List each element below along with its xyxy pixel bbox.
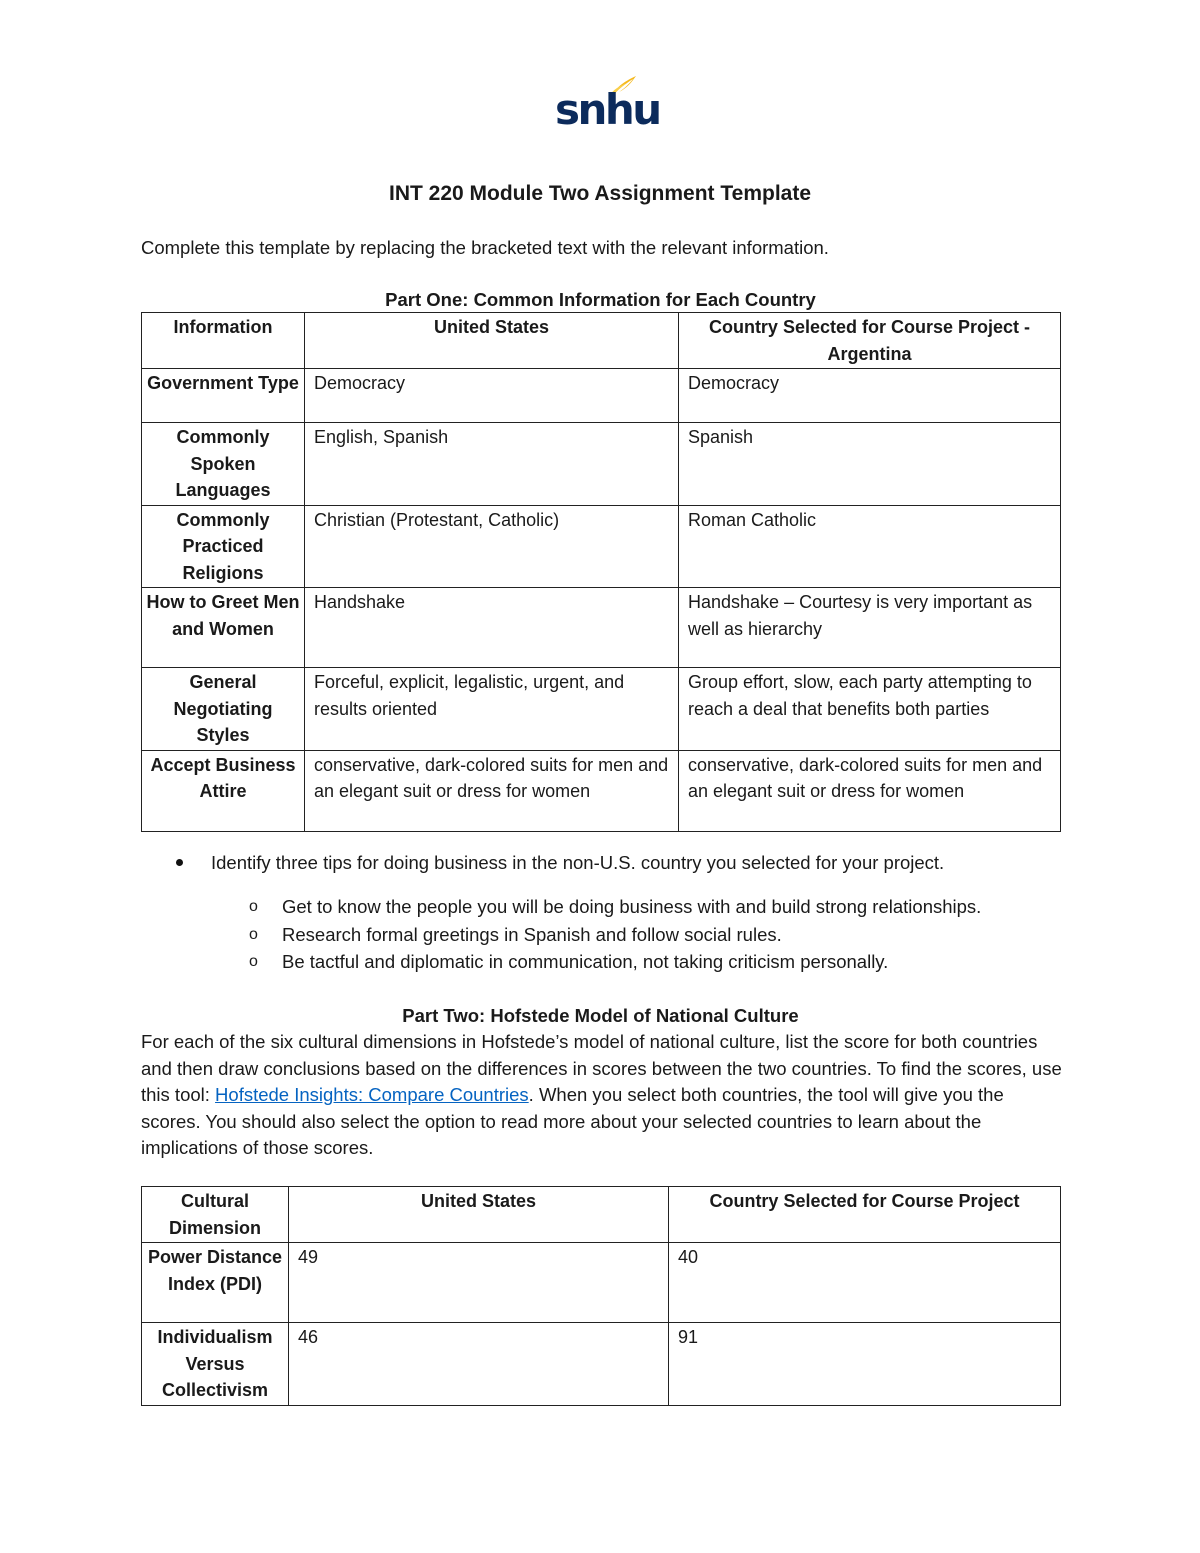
part-one-table bbox=[141, 312, 1061, 832]
cell-us: Forceful, explicit, legalistic, urgent, and results oriented bbox=[305, 668, 679, 751]
cell-us: Democracy bbox=[305, 369, 679, 423]
list-item bbox=[141, 893, 1061, 921]
header-selected-country: Country Selected for Course Project bbox=[669, 1187, 1061, 1243]
snhu-logo bbox=[555, 74, 660, 134]
table-row bbox=[142, 588, 1061, 668]
part-two-body bbox=[141, 1029, 1066, 1162]
part-two-table bbox=[141, 1186, 1061, 1406]
tips-section bbox=[141, 849, 1061, 976]
row-label: Commonly Practiced Religions bbox=[142, 505, 305, 588]
row-label: Individualism Versus Collectivism bbox=[142, 1323, 289, 1406]
row-label: How to Greet Men and Women bbox=[142, 588, 305, 668]
cell-us: 49 bbox=[289, 1243, 669, 1323]
cell-us: English, Spanish bbox=[305, 423, 679, 506]
cell-us: Handshake bbox=[305, 588, 679, 668]
circle-bullet-icon: o bbox=[249, 953, 258, 970]
table-header-row bbox=[142, 313, 1061, 369]
tip-text: Research formal greetings in Spanish and follow social rules. bbox=[282, 923, 782, 945]
header-information: Information bbox=[142, 313, 305, 369]
table-row bbox=[142, 668, 1061, 751]
row-label: Accept Business Attire bbox=[142, 750, 305, 831]
cell-other: Democracy bbox=[679, 369, 1061, 423]
cell-other: Roman Catholic bbox=[679, 505, 1061, 588]
tips-list bbox=[141, 893, 1061, 976]
cell-other: Spanish bbox=[679, 423, 1061, 506]
table-row bbox=[142, 505, 1061, 588]
table-header-row bbox=[142, 1187, 1061, 1243]
intro-text: Complete this template by replacing the bracketed text with the relevant information. bbox=[141, 237, 829, 258]
row-label: General Negotiating Styles bbox=[142, 668, 305, 751]
part-two-text-before: For each of the six cultural dimensions in Hofstede’s model of national culture, list the score for both countries and then draw conclusions based on the differences in scores between the two countries. To find the scores, use this tool: bbox=[141, 1031, 1062, 1105]
cell-other: 91 bbox=[669, 1323, 1061, 1406]
bullet-icon bbox=[176, 859, 183, 866]
cell-us: 46 bbox=[289, 1323, 669, 1406]
row-label: Commonly Spoken Languages bbox=[142, 423, 305, 506]
cell-other: Group effort, slow, each party attempting to reach a deal that benefits both parties bbox=[679, 668, 1061, 751]
list-item bbox=[141, 948, 1061, 976]
cell-us: conservative, dark-colored suits for men and an elegant suit or dress for women bbox=[305, 750, 679, 831]
tip-text: Get to know the people you will be doing business with and build strong relationships. bbox=[282, 896, 982, 917]
header-selected-country: Country Selected for Course Project - Argentina bbox=[679, 313, 1061, 369]
page-title: INT 220 Module Two Assignment Template bbox=[389, 182, 811, 205]
cell-other: 40 bbox=[669, 1243, 1061, 1323]
part-one-caption: Part One: Common Information for Each Country bbox=[385, 289, 816, 310]
row-label: Power Distance Index (PDI) bbox=[142, 1243, 289, 1323]
cell-other: Handshake – Courtesy is very important as well as hierarchy bbox=[679, 588, 1061, 668]
part-two-text-after: . When you select both countries, the tool will give you the scores. You should also select the option to read more about your selected countries to learn about the implications of those scores. bbox=[141, 1084, 1004, 1158]
header-cultural-dimension: Cultural Dimension bbox=[142, 1187, 289, 1243]
tips-heading bbox=[141, 849, 1061, 877]
circle-bullet-icon: o bbox=[249, 898, 258, 915]
part-two-caption: Part Two: Hofstede Model of National Culture bbox=[402, 1005, 799, 1026]
tip-text: Be tactful and diplomatic in communication, not taking criticism personally. bbox=[282, 951, 889, 972]
table-row bbox=[142, 1323, 1061, 1406]
header-united-states: United States bbox=[305, 313, 679, 369]
table-row bbox=[142, 750, 1061, 831]
table-row bbox=[142, 423, 1061, 506]
hofstede-link[interactable]: Hofstede Insights: Compare Countries bbox=[215, 1084, 529, 1105]
table-row bbox=[142, 1243, 1061, 1323]
header-united-states: United States bbox=[289, 1187, 669, 1243]
list-item bbox=[141, 921, 1061, 949]
row-label: Government Type bbox=[142, 369, 305, 423]
cell-us: Christian (Protestant, Catholic) bbox=[305, 505, 679, 588]
circle-bullet-icon: o bbox=[249, 925, 258, 943]
logo-text: snhu bbox=[555, 85, 660, 134]
tips-heading-text: Identify three tips for doing business in the non-U.S. country you selected for your project. bbox=[211, 852, 945, 873]
cell-other: conservative, dark-colored suits for men and an elegant suit or dress for women bbox=[679, 750, 1061, 831]
table-row bbox=[142, 369, 1061, 423]
